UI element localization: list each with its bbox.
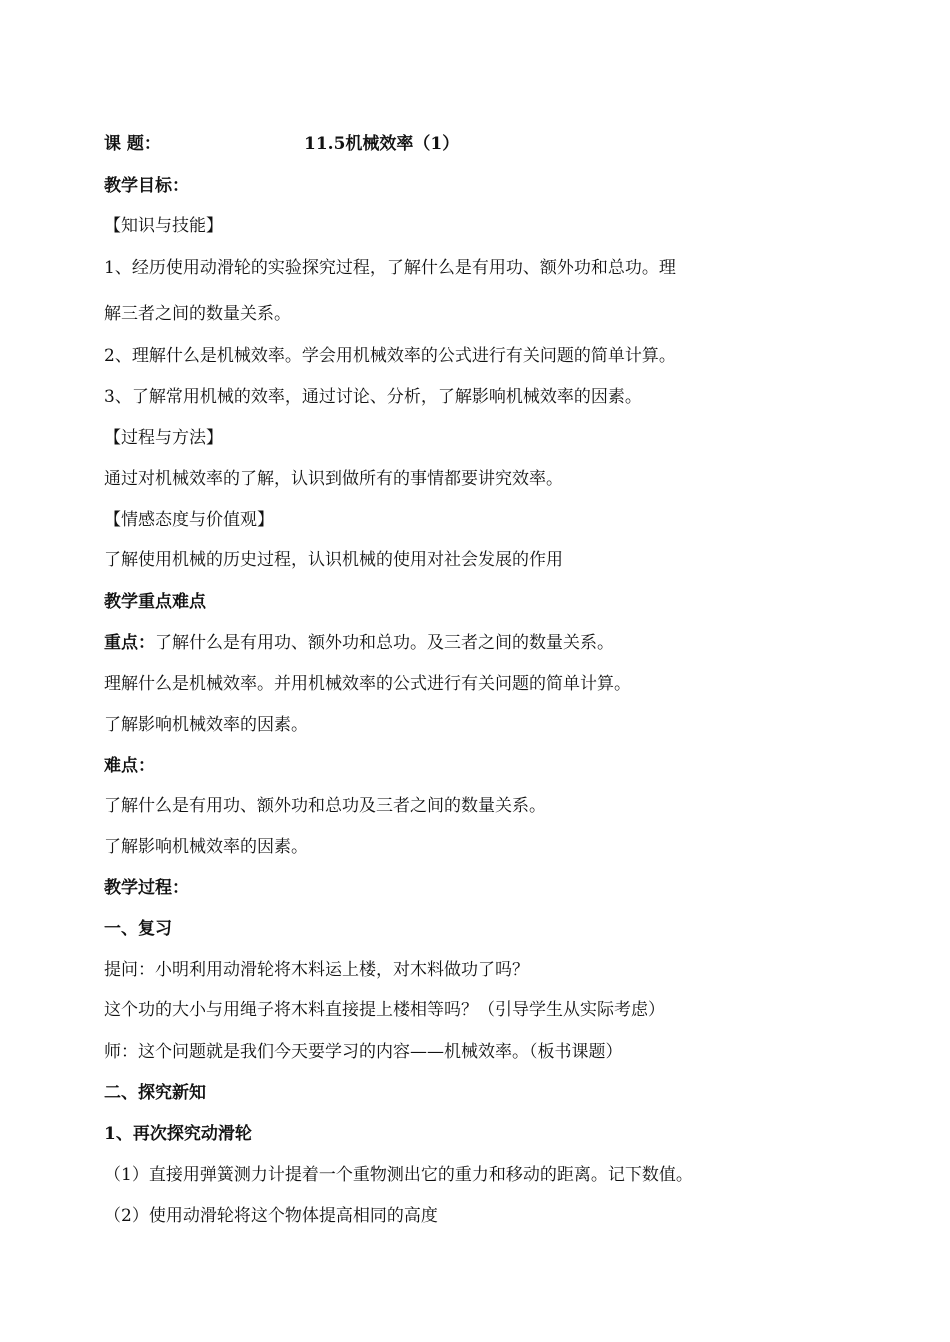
emotion-heading: 【情感态度与价值观】 bbox=[104, 510, 274, 530]
step-1: （1）直接用弹簧测力计提着一个重物测出它的重力和移动的距离。记下数值。 bbox=[104, 1165, 693, 1185]
lesson-title: 11.5机械效率（1） bbox=[304, 134, 460, 154]
knowledge-item-3: 3、了解常用机械的效率，通过讨论、分析，了解影响机械效率的因素。 bbox=[104, 387, 642, 407]
step-2: （2）使用动滑轮将这个物体提高相同的高度 bbox=[104, 1206, 438, 1226]
review-heading: 一、复习 bbox=[104, 919, 172, 939]
key-label: 重点： bbox=[104, 633, 155, 653]
emotion-text: 了解使用机械的历史过程，认识机械的使用对社会发展的作用 bbox=[104, 550, 563, 570]
key-point-2: 理解什么是机械效率。并用机械效率的公式进行有关问题的简单计算。 bbox=[104, 674, 631, 694]
knowledge-item-1a: 1、经历使用动滑轮的实验探究过程，了解什么是有用功、额外功和总功。理 bbox=[104, 258, 676, 278]
key-points-heading: 教学重点难点 bbox=[104, 592, 206, 612]
difficulty-1: 了解什么是有用功、额外功和总功及三者之间的数量关系。 bbox=[104, 796, 546, 816]
process-text: 通过对机械效率的了解，认识到做所有的事情都要讲究效率。 bbox=[104, 469, 563, 489]
process-heading: 【过程与方法】 bbox=[104, 428, 223, 448]
explore-heading: 二、探究新知 bbox=[104, 1083, 206, 1103]
subject-label: 课 题： bbox=[104, 134, 161, 154]
explore-subheading: 1、再次探究动滑轮 bbox=[104, 1124, 252, 1144]
difficulty-2: 了解影响机械效率的因素。 bbox=[104, 837, 308, 857]
section-objectives: 教学目标： bbox=[104, 176, 189, 196]
knowledge-heading: 【知识与技能】 bbox=[104, 216, 223, 236]
key-point-3: 了解影响机械效率的因素。 bbox=[104, 715, 308, 735]
difficulty-label: 难点： bbox=[104, 756, 155, 776]
key-text-1: 了解什么是有用功、额外功和总功。及三者之间的数量关系。 bbox=[155, 633, 614, 653]
key-point-1 bbox=[104, 631, 614, 655]
knowledge-item-2: 2、理解什么是机械效率。学会用机械效率的公式进行有关问题的简单计算。 bbox=[104, 346, 676, 366]
question-1: 提问：小明利用动滑轮将木料运上楼，对木料做功了吗？ bbox=[104, 960, 529, 980]
teaching-process-heading: 教学过程： bbox=[104, 878, 189, 898]
knowledge-item-1b: 解三者之间的数量关系。 bbox=[104, 304, 291, 324]
question-2: 这个功的大小与用绳子将木料直接提上楼相等吗？（引导学生从实际考虑） bbox=[104, 1000, 665, 1020]
question-3: 师：这个问题就是我们今天要学习的内容——机械效率。（板书课题） bbox=[104, 1042, 623, 1062]
